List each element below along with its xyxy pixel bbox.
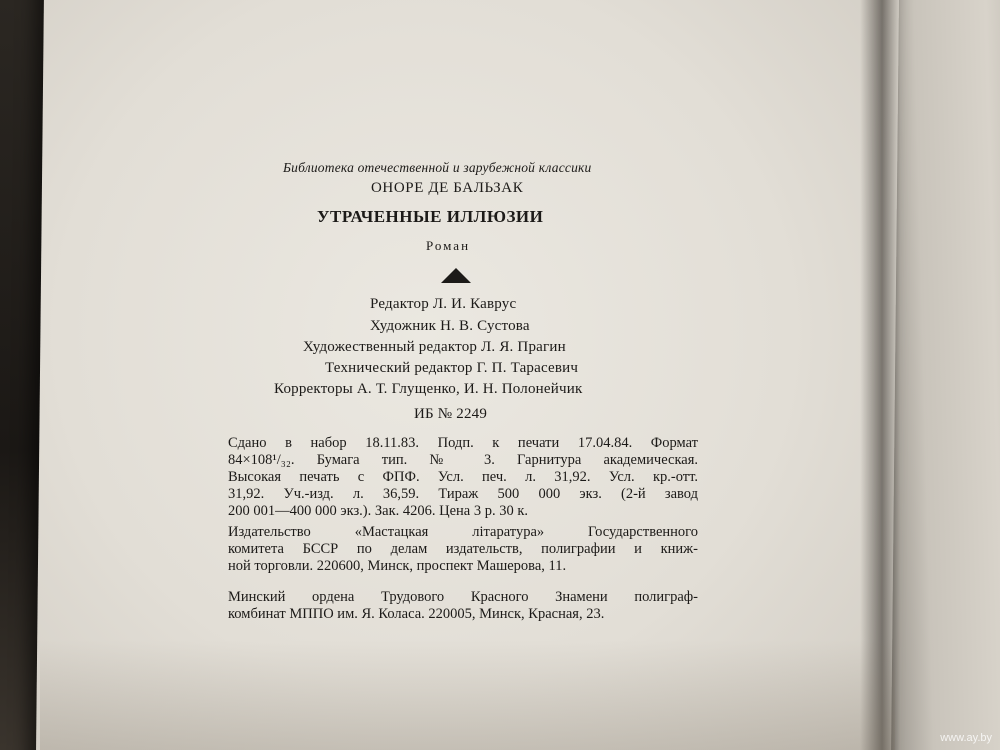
watermark: www.ay.by xyxy=(940,732,992,744)
printer-block xyxy=(228,589,698,623)
publisher-line: ной торговли. 220600, Минск, проспект Машерова, 11. xyxy=(228,558,567,574)
credit-proofreaders: Корректоры А. Т. Глущенко, И. Н. Полонейчик xyxy=(274,381,583,397)
credit-tech-editor: Технический редактор Г. П. Тарасевич xyxy=(325,360,579,376)
triangle-ornament-icon xyxy=(441,268,471,283)
print-details-line: Сдано в набор 18.11.83. Подп. к печати 17.04.84. Формат xyxy=(228,435,698,451)
print-details-line: 84×108¹/₃₂. Бумага тип. № 3. Гарнитура академическая. xyxy=(228,452,698,468)
print-details-block xyxy=(228,435,698,520)
publisher-block xyxy=(228,524,698,575)
series-title: Библиотека отечественной и зарубежной классики xyxy=(283,160,592,175)
print-details-line: Высокая печать с ФПФ. Усл. печ. л. 31,92. Усл. кр.-отт. xyxy=(228,469,698,485)
credit-editor: Редактор Л. И. Каврус xyxy=(370,296,517,312)
genre-label: Роман xyxy=(426,238,471,253)
gutter-shadow xyxy=(860,0,900,750)
credit-art-editor: Художественный редактор Л. Я. Прагин xyxy=(303,339,566,355)
author-name: ОНОРЕ ДЕ БАЛЬЗАК xyxy=(371,180,524,196)
book-title: УТРАЧЕННЫЕ ИЛЛЮЗИИ xyxy=(317,207,544,226)
print-details-line: 200 001—400 000 экз.). Зак. 4206. Цена 3 р. 30 к. xyxy=(228,503,529,519)
page-shade xyxy=(40,640,895,750)
printer-line: Минский ордена Трудового Красного Знамени полиграф- xyxy=(228,589,698,605)
publisher-line: Издательство «Мастацкая лiтаратура» Государственного xyxy=(228,524,698,540)
publisher-line: комитета БССР по делам издательств, полиграфии и книж- xyxy=(228,541,698,557)
print-details-line: 31,92. Уч.-изд. л. 36,59. Тираж 500 000 экз. (2-й завод xyxy=(228,486,698,502)
credit-artist: Художник Н. В. Сустова xyxy=(370,318,530,334)
ib-number: ИБ № 2249 xyxy=(414,406,488,422)
printer-line: комбинат МППО им. Я. Коласа. 220005, Минск, Красная, 23. xyxy=(228,606,605,622)
